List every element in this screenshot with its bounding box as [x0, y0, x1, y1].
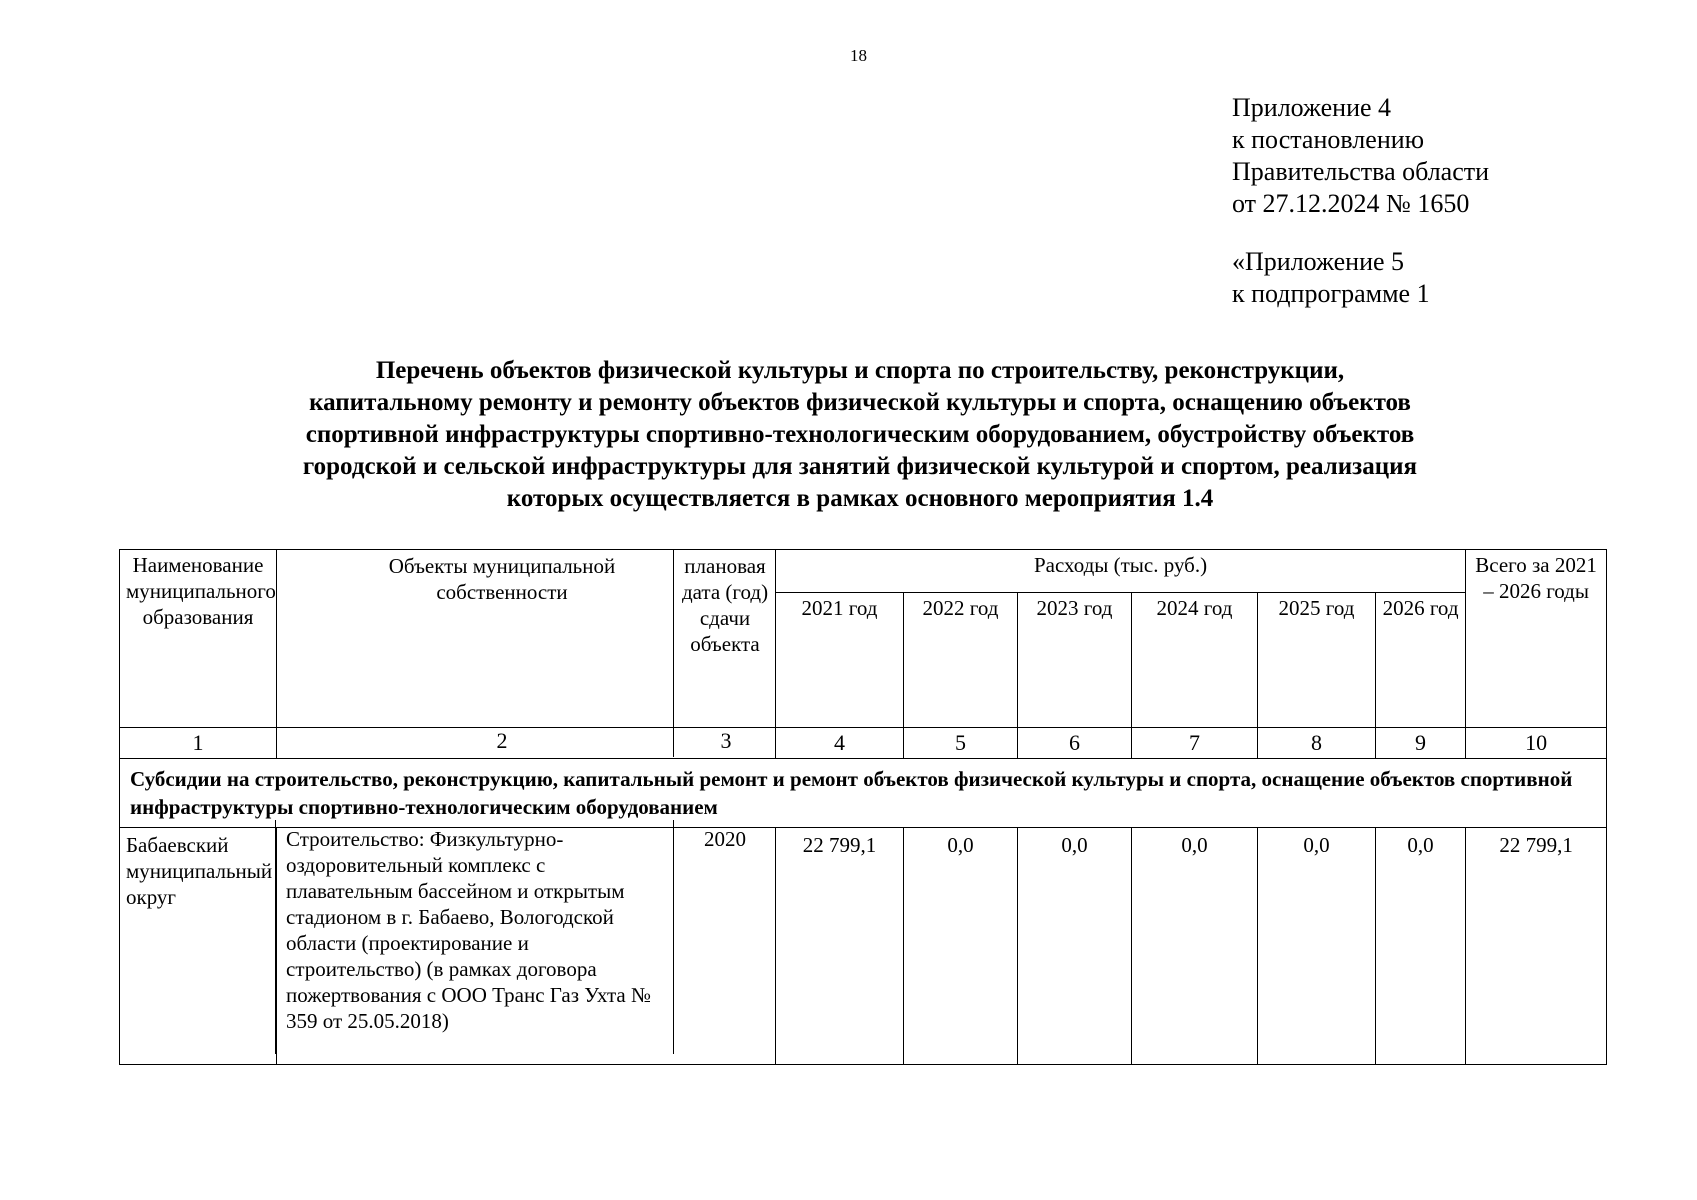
header-objects: Объекты муниципальной собственности	[388, 554, 616, 604]
cell-total: 22 799,1	[1466, 828, 1607, 1065]
column-number: 6	[1018, 728, 1132, 759]
title-line: Перечень объектов физической культуры и спорта по строительству, реконструкции,	[375, 357, 1345, 384]
document-title	[160, 355, 1560, 515]
column-number: 4	[776, 728, 904, 759]
appendix-line: к подпрограмме 1	[1232, 279, 1430, 308]
appendix-block	[1232, 92, 1489, 310]
header-2024: 2024 год	[1132, 593, 1258, 728]
appendix-line: к постановлению	[1232, 125, 1425, 154]
cell-2022: 0,0	[904, 828, 1018, 1065]
appendix-line: Приложение 4	[1232, 93, 1392, 122]
column-number: 1	[120, 728, 277, 759]
section-row	[120, 759, 1607, 828]
title-line: капитальному ремонту и ремонту объектов физической культуры и спорта, оснащению объектов	[309, 389, 1411, 416]
section-title: Субсидии на строительство, реконструкцию, капитальный ремонт и ремонт объектов физической культуры и спорта, оснащение объектов спортивной инфраструктуры спортивно-технологическим оборудованием	[120, 759, 1607, 828]
header-total: Всего за 2021 – 2026 годы	[1466, 550, 1607, 728]
appendix-line: Правительства области	[1232, 157, 1490, 186]
appendix-line: «Приложение 5	[1232, 247, 1405, 276]
header-2026: 2026 год	[1376, 593, 1466, 728]
cell-2024: 0,0	[1132, 828, 1258, 1065]
cell-2026: 0,0	[1376, 828, 1466, 1065]
column-number: 5	[904, 728, 1018, 759]
column-number: 9	[1376, 728, 1466, 759]
cell-2023: 0,0	[1018, 828, 1132, 1065]
cell-municipality: Бабаевский муниципальный округ	[120, 828, 277, 1065]
header-2021: 2021 год	[776, 593, 904, 728]
column-number: 7	[1132, 728, 1258, 759]
column-number: 2	[496, 728, 508, 753]
data-row-divider	[275, 820, 276, 1054]
header-2023: 2023 год	[1018, 593, 1132, 728]
header-planned-date: плановая дата (год) сдачи объекта	[681, 554, 769, 656]
data-row-divider	[673, 820, 674, 1054]
page-number: 18	[850, 46, 867, 65]
header-municipality: Наименование муниципального образования	[120, 550, 277, 728]
column-number: 10	[1466, 728, 1607, 759]
column-number: 8	[1258, 728, 1376, 759]
cell-2025: 0,0	[1258, 828, 1376, 1065]
cell-date: 2020	[704, 827, 746, 851]
appendix-line: от 27.12.2024 № 1650	[1232, 189, 1470, 218]
header-2025: 2025 год	[1258, 593, 1376, 728]
header-2022: 2022 год	[904, 593, 1018, 728]
cell-2021: 22 799,1	[776, 828, 904, 1065]
title-line: спортивной инфраструктуры спортивно-технологическим оборудованием, обустройству объектов	[305, 421, 1415, 448]
title-line: городской и сельской инфраструктуры для занятий физической культурой и спортом, реализация	[302, 453, 1418, 480]
header-expenses: Расходы (тыс. руб.)	[776, 550, 1466, 593]
title-line: которых осуществляется в рамках основного мероприятия 1.4	[506, 485, 1214, 512]
column-number: 3	[720, 728, 732, 753]
cell-object: Строительство: Физкультурно-оздоровительный комплекс с плавательным бассейном и открытым стадионом в г. Бабаево, Вологодской области (проектирование и строительство) (в рамках договора пожертвования с ООО Транс Газ Ухта № 359 от 25.05.2018)	[286, 827, 652, 1033]
